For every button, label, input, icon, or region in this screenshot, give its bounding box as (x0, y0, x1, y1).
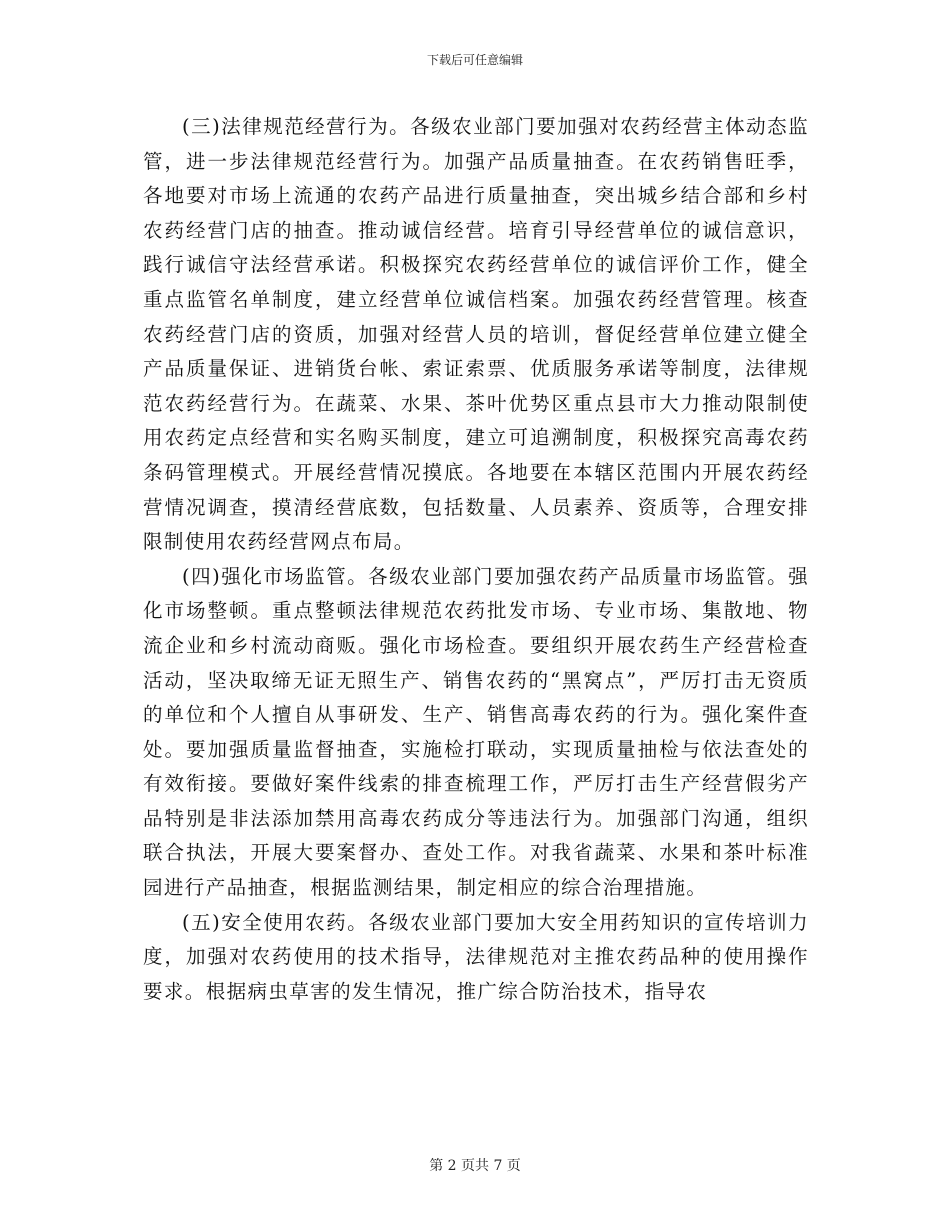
page-header: 下载后可任意编辑 (426, 53, 523, 67)
document-body (143, 110, 809, 1009)
paragraph-section-4: (四)强化市场监管。各级农业部门要加强农药产品质量市场监管。强化市场整顿。重点整顿法律规范农药批发市场、专业市场、集散地、物流企业和乡村流动商贩。强化市场检查。要组织开展农药生产经营检查活动，坚决取缔无证无照生产、销售农药的“黑窝点”，严厉打击无资质的单位和个人擅自从事研发、生产、销售高毒农药的行为。强化案件查处。要加强质量监督抽查，实施检打联动，实现质量抽检与依法查处的有效衔接。要做好案件线索的排查梳理工作，严厉打击生产经营假劣产品特别是非法添加禁用高毒农药成分等违法行为。加强部门沟通，组织联合执法，开展大要案督办、查处工作。对我省蔬菜、水果和茶叶标准园进行产品抽查，根据监测结果，制定相应的综合治理措施。 (143, 564, 809, 900)
paragraph-section-5: (五)安全使用农药。各级农业部门要加大安全用药知识的宣传培训力度，加强对农药使用的技术指导，法律规范对主推农药品种的使用操作要求。根据病虫草害的发生情况，推广综合防治技术，指导农 (143, 910, 809, 1003)
paragraph-section-3: (三)法律规范经营行为。各级农业部门要加强对农药经营主体动态监管，进一步法律规范经营行为。加强产品质量抽查。在农药销售旺季，各地要对市场上流通的农药产品进行质量抽查，突出城乡结合部和乡村农药经营门店的抽查。推动诚信经营。培育引导经营单位的诚信意识，践行诚信守法经营承诺。积极探究农药经营单位的诚信评价工作，健全重点监管名单制度，建立经营单位诚信档案。加强农药经营管理。核查农药经营门店的资质，加强对经营人员的培训，督促经营单位建立健全产品质量保证、进销货台帐、索证索票、优质服务承诺等制度，法律规范农药经营行为。在蔬菜、水果、茶叶优势区重点县市大力推动限制使用农药定点经营和实名购买制度，建立可追溯制度，积极探究高毒农药条码管理模式。开展经营情况摸底。各地要在本辖区范围内开展农药经营情况调查，摸清经营底数，包括数量、人员素养、资质等，合理安排限制使用农药经营网点布局。 (143, 115, 809, 554)
page-footer: 第 2 页共 7 页 (429, 1158, 521, 1174)
